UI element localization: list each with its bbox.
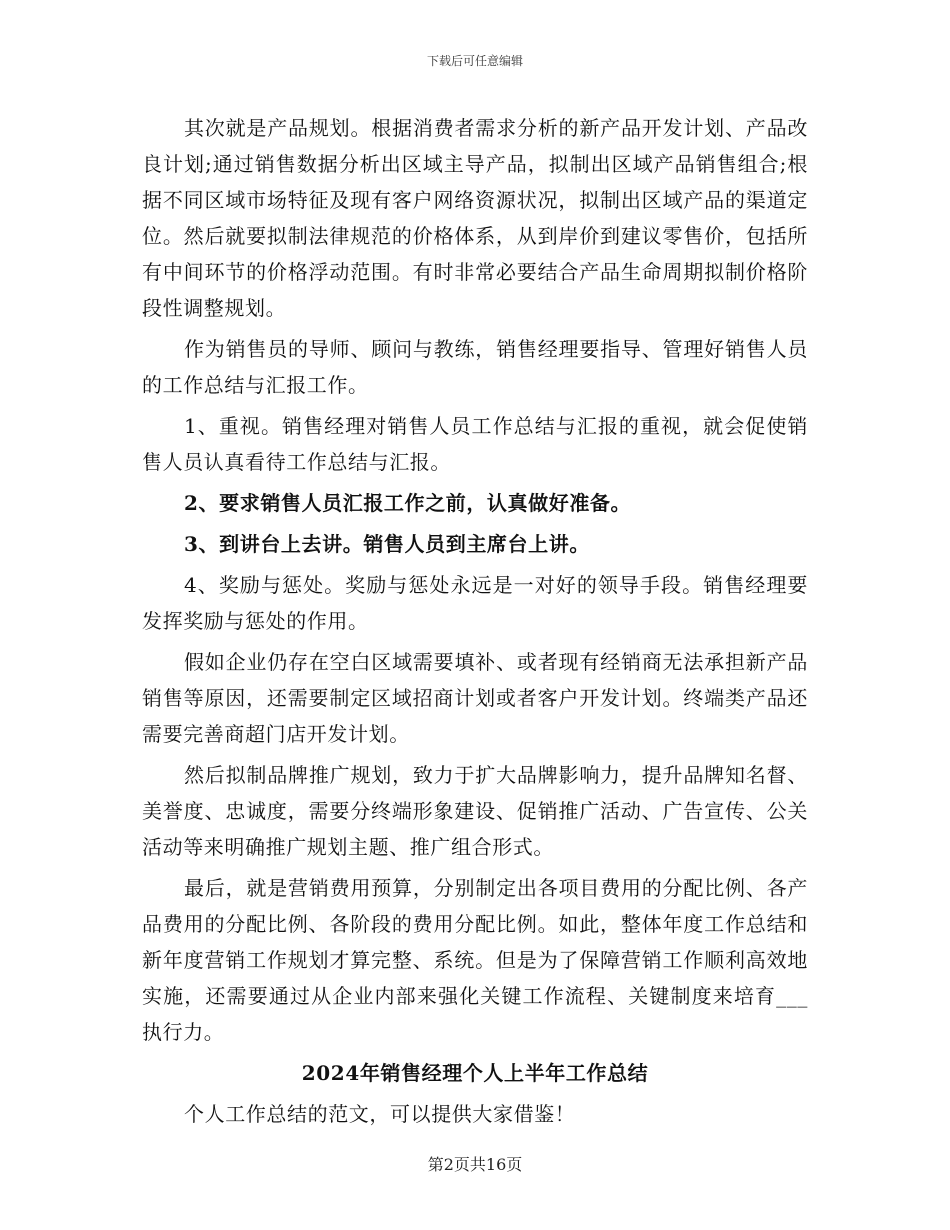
document-body [142, 110, 808, 1137]
paragraph-item-1: 1、重视。销售经理对销售人员工作总结与汇报的重视，就会促使销售人员认真看待工作总结与汇报。 [142, 414, 808, 474]
paragraph-sales-mentor: 作为销售员的导师、顾问与教练，销售经理要指导、管理好销售人员的工作总结与汇报工作。 [142, 337, 808, 397]
section-title: 2024年销售经理个人上半年工作总结 [301, 1061, 649, 1085]
paragraph-product-planning: 其次就是产品规划。根据消费者需求分析的新产品开发计划、产品改良计划;通过销售数据分析出区域主导产品，拟制出区域产品销售组合;根据不同区域市场特征及现有客户网络资源状况，拟制出区域产品的渠道定位。然后就要拟制法律规范的价格体系，从到岸价到建议零售价，包括所有中间环节的价格浮动范围。有时非常必要结合产品生命周期拟制价格阶段性调整规划。 [142, 116, 808, 320]
paragraph-blank-areas: 假如企业仍存在空白区域需要填补、或者现有经销商无法承担新产品销售等原因，还需要制定区域招商计划或者客户开发计划。终端类产品还需要完善商超门店开发计划。 [142, 650, 808, 746]
page-footer: 第2页共16页 [427, 1155, 523, 1174]
paragraph-item-2: 2、要求销售人员汇报工作之前，认真做好准备。 [184, 491, 632, 515]
page-header: 下载后可任意编辑 [426, 54, 523, 68]
paragraph-budget: 最后，就是营销费用预算，分别制定出各项目费用的分配比例、各产品费用的分配比例、各阶段的费用分配比例。如此，整体年度工作总结和新年度营销工作规划才算完整、系统。但是为了保障营销工作顺利高效地实施，还需要通过从企业内部来强化关键工作流程、关键制度来培育___执行力。 [142, 876, 808, 1044]
paragraph-brand-promotion: 然后拟制品牌推广规划，致力于扩大品牌影响力，提升品牌知名督、美誉度、忠诚度，需要分终端形象建设、促销推广活动、广告宣传、公关活动等来明确推广规划主题、推广组合形式。 [142, 763, 808, 859]
paragraph-intro: 个人工作总结的范文，可以提供大家借鉴！ [184, 1102, 576, 1126]
paragraph-item-4: 4、奖励与惩处。奖励与惩处永远是一对好的领导手段。销售经理要发挥奖励与惩处的作用。 [142, 573, 808, 633]
paragraph-item-3: 3、到讲台上去讲。销售人员到主席台上讲。 [184, 532, 590, 556]
